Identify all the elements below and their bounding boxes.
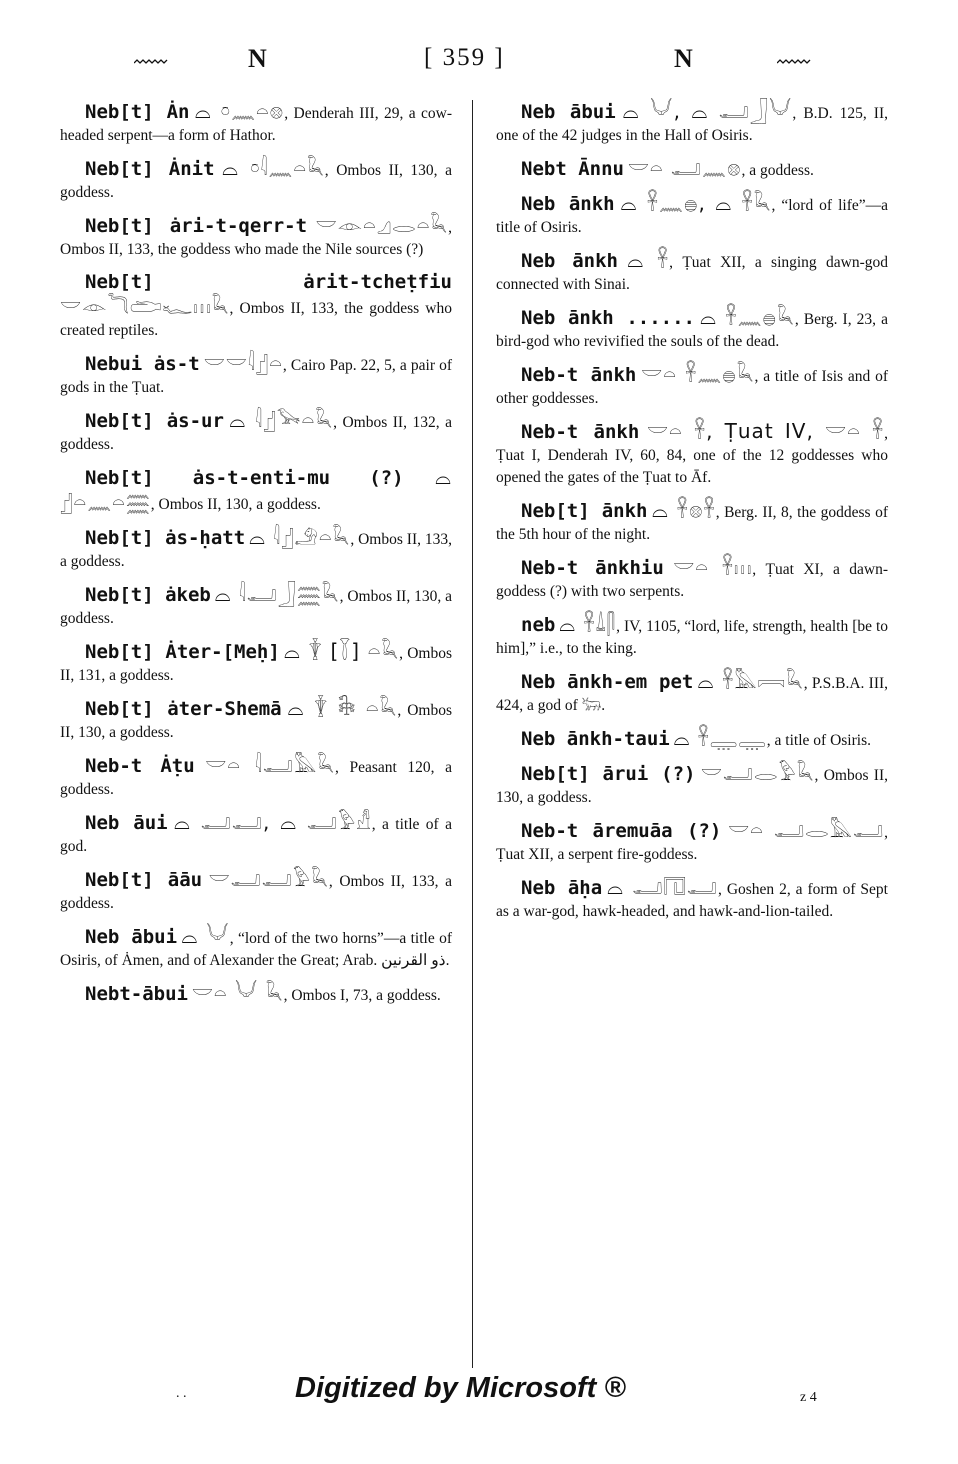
entry-definition: , a goddess. [741,162,814,179]
entry-definition: , Berg. II, 8, the goddess of the 5th hour of the night. [496,504,888,543]
dictionary-entry [60,526,452,573]
entry-headword: Nebt-ābui [85,983,188,1005]
entry-definition: , Ombos II, 130, a goddess. [60,702,452,741]
entry-headword: Neb[t] ārui (?) [521,763,696,785]
entry-hieroglyphs: ⌓ 𓇋𓊨𓅨𓏏𓆗 [229,408,334,432]
entry-definition: , Ṭuat XII, a singing dawn-god connected with Sinai. [496,254,889,293]
entry-hieroglyphs: ⌓ 𓋹𓈖𓐍𓆗 [700,305,795,329]
entry-hieroglyphs: 𓎟𓂝𓂝𓅱𓆗 [208,867,329,891]
entry-hieroglyphs: ⌓ 𓋹𓈖𓐍, ⌓ 𓋹𓆗 [620,191,772,215]
header-right-letter: N [674,44,693,73]
entry-hieroglyphs: ⌓ 𓊨𓏏𓈖𓏏𓈗 [60,465,452,514]
dictionary-entry [60,352,452,399]
entry-definition: , Ombos II, 130, a goddess. [150,496,321,513]
dictionary-entry [496,499,888,546]
dictionary-entry [496,727,888,752]
entry-definition: , Ṭuat XII, a serpent fire-goddess. [496,824,888,863]
entry-hieroglyphs: 𓎟𓏏 𓋹𓏥 [673,555,753,579]
entry-headword: Neb[t] ȧrit-tcheṭfiu [85,271,452,293]
entry-definition: , IV, 1105, “lord, life, strength, health [be to him],” i.e., to the king. [496,618,888,657]
entry-headword: Neb ābui [521,101,616,123]
entry-headword: Neb[t] ȧter-Shemā [85,698,282,720]
dictionary-entry [60,754,452,801]
entry-hieroglyphs: ⌓ 𓇉 𓇗 𓏏𓆗 [287,696,398,720]
entry-headword: Neb[t] ȧs-ur [85,410,224,432]
entry-headword: Neb āui [85,812,168,834]
entry-hieroglyphs: ⌓ 𓄋, ⌓ 𓂝𓃀𓄋 [622,99,793,123]
entry-definition: , Berg. I, 23, a bird-god who revivified the souls of the dead. [496,311,888,350]
entry-definition: , Ombos II, 133, the goddess who made the Nile sources (?) [60,219,452,258]
entry-hieroglyphs: 𓎟𓏏 𓂝𓂋𓅓𓂝 [728,818,885,842]
entry-hieroglyphs: ⌓ 𓏌𓇋𓈖𓏏𓆗 [222,156,325,180]
entry-headword: Neb-t ānkhiu [521,557,664,579]
dictionary-entry [496,762,888,809]
entry-headword: Neb ābui [85,926,178,948]
entry-hieroglyphs: 𓎟𓂝𓂋𓅱𓆗 [700,761,815,785]
signature-mark: z 4 [800,1390,817,1405]
entry-headword: Neb[t] ānkh [521,500,648,522]
entry-hieroglyphs: ⌓ 𓇉 [𓇅] 𓏏𓆗 [283,639,400,663]
header-left-letter: N [248,44,267,73]
entry-definition: , Ombos I, 73, a goddess. [283,987,441,1004]
entry-hieroglyphs: 𓎟𓏏 𓋹𓈖𓐍𓆗 [641,362,755,386]
dictionary-entry [496,100,888,147]
dictionary-entry [496,192,888,239]
entry-headword: Neb[t] Ȧn [85,101,190,123]
entry-hieroglyphs: ⌓ 𓋹 [627,248,670,272]
entry-definition: , B.D. 125, II, one of the 42 judges in the Hall of Osiris. [496,105,888,144]
entry-hieroglyphs: 𓎟𓎟𓇋𓊨𓏏 [203,351,283,375]
entry-definition: , Ombos II, 133, the goddess who created reptiles. [60,300,452,339]
entry-definition: , “lord of the two horns”—a title of Osiris, of Ȧmen, and of Alexander the Great; Arab. ذو القرنين. [60,930,452,969]
entry-headword: Neb[t] Ȧter-[Meḥ] [85,641,280,663]
right-column [496,100,888,933]
entry-definition: , Ṭuat XI, a dawn-goddess (?) with two serpents. [496,561,889,600]
entry-headword: Nebt Ānnu [521,158,624,180]
dictionary-entry [496,613,888,660]
dictionary-entry [496,670,888,717]
page-number: [ 359 ] [424,44,505,71]
entry-headword: Neb āḥa [521,877,603,899]
entry-hieroglyphs: ⌓ 𓋹𓍑𓋴 [559,612,617,636]
dictionary-entry [496,819,888,866]
dictionary-entry [60,214,452,261]
dictionary-entry [60,697,452,744]
entry-hieroglyphs: 𓎟𓏏 𓄋 𓆗 [191,981,284,1005]
entry-hieroglyphs: ⌓ 𓏌𓈖𓏏𓊖 [194,99,285,123]
entry-headword: Neb-t ānkh [521,421,640,443]
entry-definition: , a title of Osiris. [766,732,871,749]
entry-headword: Neb[t] ȧkeb [85,584,211,606]
entry-definition: , “lord of life”—a title of Osiris. [496,197,888,236]
entry-definition: , Denderah III, 29, a cow-headed serpent—a form of Hathor. [60,105,453,144]
entry-hieroglyphs: ⌓ 𓋹𓅓𓇯𓆗 [697,669,804,693]
entry-headword: Neb[t] ȧri-t-qerr-t [85,215,308,237]
digitized-watermark: Digitized by Microsoft ® [295,1372,626,1404]
entry-headword: Neb[t] ȧs-t-enti-mu (?) [85,467,404,489]
entry-headword: Neb[t] ȧs-ḥatt [85,527,246,549]
entry-headword: Neb ānkh-taui [521,728,670,750]
entry-headword: neb [521,614,556,636]
entry-headword: Neb-t āremuāa (?) [521,820,722,842]
column-divider [472,100,473,1368]
entry-hieroglyphs: 𓎟𓁹𓏏𓈎𓂋𓏏𓆗 [315,213,449,237]
dictionary-entry [496,363,888,410]
dictionary-entry [60,409,452,456]
entry-headword: Neb ānkh [521,250,618,272]
entry-hieroglyphs: 𓎟𓏏 𓋹, Ṭuat IV, 𓎟𓏏 𓋹 [647,419,885,443]
entry-definition: , Peasant 120, a goddess. [60,759,453,798]
dictionary-entry [496,249,888,296]
entry-headword: Neb[t] āāu [85,869,203,891]
header-wave-left-icon [134,58,168,66]
entry-hieroglyphs: ⌓ 𓂝𓉔𓂝 [607,875,718,899]
entry-headword: Neb ānkh [521,193,615,215]
dictionary-entry [496,157,888,182]
dictionary-entry [60,868,452,915]
dictionary-entry [60,271,452,342]
entry-headword: Neb-t ānkh [521,364,637,386]
entry-hieroglyphs: ⌓ 𓇋𓊨𓄂𓏏𓆗 [249,525,351,549]
dictionary-entry [60,982,452,1007]
entry-definition: , Ombos II, 132, a goddess. [60,414,452,453]
entry-headword: Neb-t Ȧṭu [85,755,195,777]
dictionary-entry [496,876,888,923]
entry-headword: Neb ānkh ...... [521,307,695,329]
dictionary-entry [60,583,452,630]
entry-definition: , Goshen 2, a form of Sept as a war-god, hawk-headed, and hawk-and-lion-tailed. [496,881,888,920]
entry-definition: , a title of Isis and of other goddesses. [496,368,889,407]
left-column [60,100,452,1017]
entry-definition: , Ombos II, 130, a goddess. [60,162,453,201]
entry-hieroglyphs: ⌓ 𓋹𓊖𓋹 [651,498,716,522]
dictionary-entry [60,100,452,147]
dictionary-entry [496,420,888,489]
entry-definition: , Ṭuat I, Denderah IV, 60, 84, one of the 12 goddesses who opened the gates of the Ṭuat to Āf. [496,425,888,486]
entry-hieroglyphs: 𓎟𓏏 𓂝𓈖𓊖 [627,156,742,180]
dictionary-entry [496,306,888,353]
entry-hieroglyphs: ⌓ 𓋹𓇾𓇾 [673,726,767,750]
entry-definition: , P.S.B.A. III, 424, a god of 𓃒. [496,675,889,714]
dictionary-entry [496,556,888,603]
entry-headword: Neb[t] Ȧnit [85,158,215,180]
entry-headword: Neb ānkh-em pet [521,671,694,693]
entry-definition: , Ombos II, 130, a goddess. [496,767,889,806]
entry-hieroglyphs: 𓎟𓁹𓆓𓂧𓆑𓏥𓆗 [60,294,230,318]
entry-definition: , Ombos II, 131, a goddess. [60,645,453,684]
entry-definition: , Ombos II, 133, a goddess. [60,873,452,912]
entry-definition: , Ombos II, 130, a goddess. [60,588,452,627]
entry-hieroglyphs: ⌓ 𓄋 [181,924,230,948]
dictionary-entry [60,925,452,972]
header-wave-right-icon [777,58,811,66]
dictionary-entry [60,157,452,204]
dictionary-entry [60,466,452,516]
footer-dots: . . [176,1386,187,1401]
entry-headword: Nebui ȧs-t [85,353,200,375]
entry-definition: , a title of a god. [60,816,452,855]
dictionary-entry [60,811,452,858]
entry-hieroglyphs: ⌓ 𓂝𓂝, ⌓ 𓂝𓅱𓀭 [174,810,372,834]
dictionary-entry [60,640,452,687]
entry-definition: , Cairo Pap. 22, 5, a pair of gods in the Ṭuat. [60,357,453,396]
entry-hieroglyphs: 𓎟𓏏 𓇋𓂝𓅓𓆗 [205,753,336,777]
entry-hieroglyphs: ⌓ 𓇋𓂝𓃀𓈗𓆗 [214,582,340,606]
entry-definition: , Ombos II, 133, a goddess. [60,531,453,570]
